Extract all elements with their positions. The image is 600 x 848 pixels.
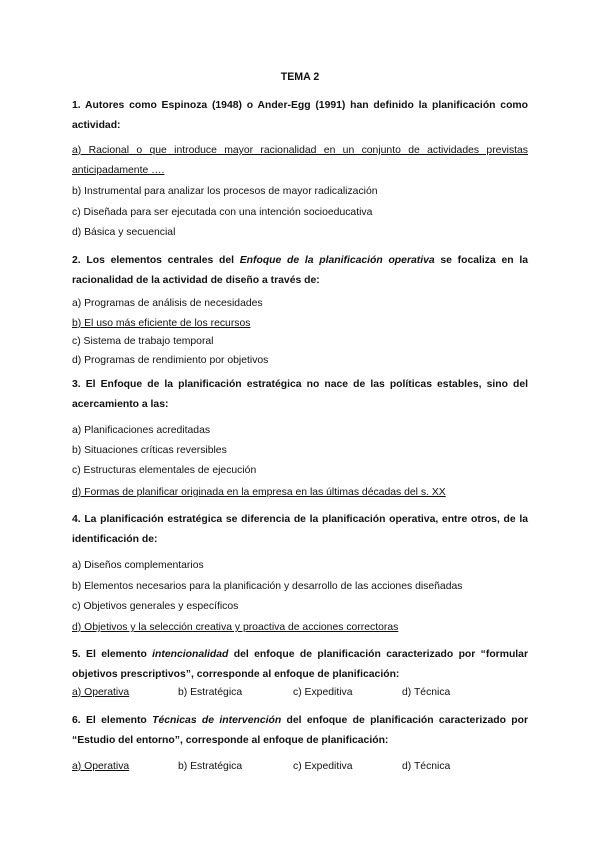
- q4-option-b: b) Elementos necesarios para la planificación y desarrollo de las acciones diseñadas: [72, 581, 463, 592]
- q3-option-d: d) Formas de planificar originada en la empresa en las últimas décadas del s. XX: [72, 487, 446, 498]
- question-2-text-post: se focaliza en la racionalidad de la actividad de diseño a través de:: [72, 255, 528, 286]
- page-title: TEMA 2: [280, 71, 320, 83]
- q1-option-c: c) Diseñada para ser ejecutada con una intención socioeducativa: [72, 207, 373, 218]
- question-6-text-post: del enfoque de planificación caracterizado por “Estudio del entorno”, corresponde al enfoque de planificación:: [72, 715, 528, 746]
- q5-option-d: d) Técnica: [402, 687, 451, 698]
- question-2: [72, 251, 528, 291]
- q5-option-b: b) Estratégica: [178, 687, 243, 698]
- q5-option-a: a) Operativa: [72, 687, 130, 698]
- q2-option-b: b) El uso más eficiente de los recursos: [72, 318, 251, 329]
- q2-option-c: c) Sistema de trabajo temporal: [72, 336, 214, 347]
- q3-option-a: a) Planificaciones acreditadas: [72, 425, 211, 436]
- q1-option-b: b) Instrumental para analizar los procesos de mayor radicalización: [72, 186, 378, 197]
- q1-option-a: a) Racional o que introduce mayor racionalidad en un conjunto de actividades previstas anticipadamente ….: [72, 145, 528, 176]
- q2-option-a: a) Programas de análisis de necesidades: [72, 298, 263, 309]
- question-6: [72, 711, 528, 751]
- q6-options-row: [72, 758, 528, 776]
- q6-option-b: b) Estratégica: [178, 761, 243, 772]
- question-2-emphasis: Enfoque de la planificación operativa: [239, 255, 435, 266]
- question-6-emphasis: Técnicas de intervención: [152, 715, 282, 726]
- question-3: 3. El Enfoque de la planificación estratégica no nace de las políticas estables, sino del acercamiento a las:: [72, 379, 528, 410]
- q3-option-b: b) Situaciones críticas reversibles: [72, 445, 227, 456]
- q4-option-d: d) Objetivos y la selección creativa y proactiva de acciones correctoras: [72, 622, 399, 633]
- question-5: [72, 645, 528, 685]
- q5-option-c: c) Expeditiva: [293, 687, 353, 698]
- q4-option-c: c) Objetivos generales y específicos: [72, 601, 239, 612]
- q1-option-d: d) Básica y secuencial: [72, 227, 176, 238]
- question-5-text-post: del enfoque de planificación caracterizado por “formular objetivos prescriptivos”, corresponde al enfoque de planificación:: [72, 649, 528, 680]
- q6-option-c: c) Expeditiva: [293, 761, 353, 772]
- question-5-emphasis: intencionalidad: [152, 649, 229, 660]
- q6-option-d: d) Técnica: [402, 761, 451, 772]
- question-5-text-pre: 5. El elemento: [72, 649, 153, 660]
- q2-option-d: d) Programas de rendimiento por objetivos: [72, 355, 269, 366]
- q4-option-a: a) Diseños complementarios: [72, 560, 204, 571]
- question-6-text-pre: 6. El elemento: [72, 715, 153, 726]
- q5-options-row: [72, 684, 528, 702]
- q3-option-c: c) Estructuras elementales de ejecución: [72, 465, 257, 476]
- q6-option-a: a) Operativa: [72, 761, 130, 772]
- question-1: 1. Autores como Espinoza (1948) o Ander-Egg (1991) han definido la planificación como actividad:: [72, 100, 528, 131]
- question-2-text-pre: 2. Los elementos centrales del: [72, 255, 240, 266]
- question-4: 4. La planificación estratégica se diferencia de la planificación operativa, entre otros, de la identificación de:: [72, 514, 528, 545]
